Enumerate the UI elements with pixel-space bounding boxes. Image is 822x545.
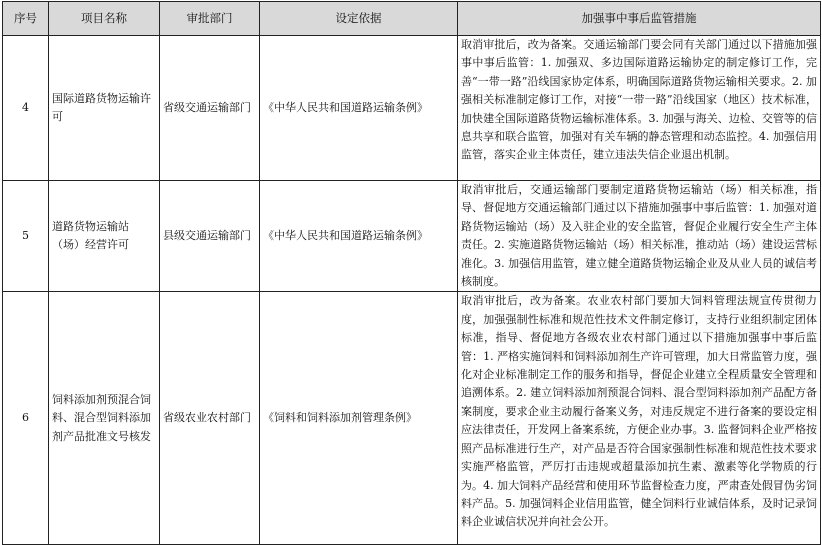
row-approval-dept: 省级农业农村部门 xyxy=(160,292,260,545)
row-num: 5 xyxy=(3,181,49,292)
table-row xyxy=(3,181,821,292)
table-row xyxy=(3,36,821,181)
header-dept: 审批部门 xyxy=(160,2,260,36)
table-body xyxy=(3,36,821,545)
row-approval-dept: 省级交通运输部门 xyxy=(160,36,260,181)
header-name: 项目名称 xyxy=(49,2,160,36)
row-num: 4 xyxy=(3,36,49,181)
row-num: 6 xyxy=(3,292,49,545)
row-legal-basis: 《中华人民共和国道路运输条例》 xyxy=(260,181,458,292)
header-row xyxy=(3,2,821,36)
header-measures: 加强事中事后监管措施 xyxy=(458,2,821,36)
approval-items-table xyxy=(2,1,821,545)
row-item-name: 饲料添加剂预混合饲料、混合型饲料添加剂产品批准文号核发 xyxy=(49,292,160,545)
table-row xyxy=(3,292,821,545)
header-basis: 设定依据 xyxy=(260,2,458,36)
row-item-name: 道路货物运输站（场）经营许可 xyxy=(49,181,160,292)
table-header xyxy=(3,2,821,36)
row-measures: 取消审批后，交通运输部门要制定道路货物运输站（场）相关标准，指导、督促地方交通运输部门通过以下措施加强事中事后监管：1. 加强对道路货物运输站（场）及入驻企业的安全监管，督促企业履行安全生产主体责任。2. 实施道路货物运输站（场）相关标准，推动站（场）建设运营标准化。3. 加强信用监管，建立健全道路货物运输企业及从业人员的诚信考核制度。 xyxy=(458,181,821,292)
row-measures: 取消审批后，改为备案。交通运输部门要会同有关部门通过以下措施加强事中事后监管：1. 加强双、多边国际道路运输协定的制定修订工作，完善“一带一路”沿线国家协定体系，明确国际道路货物运输相关要求。2. 加强相关标准制定修订工作，对接“一带一路”沿线国家（地区）技术标准，加快建全国际道路货物运输标准体系。3. 加强与海关、边检、交管等的信息共享和联合监管，加强对有关车辆的静态管理和动态监控。4. 加强信用监管，落实企业主体责任，建立违法失信企业退出机制。 xyxy=(458,36,821,181)
row-approval-dept: 县级交通运输部门 xyxy=(160,181,260,292)
row-measures: 取消审批后，改为备案。农业农村部门要加大饲料管理法规宣传贯彻力度，加强强制性标准和规范性技术文件制定修订，支持行业组织制定团体标准，指导、督促地方各级农业农村部门通过以下措施加强事中事后监管：1. 严格实施饲料和饲料添加剂生产许可管理，加大日常监管力度，强化对企业标准制定工作的服务和指导，督促企业建立全程质量安全管理和追溯体系。2. 建立饲料添加剂预混合饲料、混合型饲料添加剂产品配方备案制度，要求企业主动履行备案义务，对违反规定不进行备案的要设定相应法律责任，开发网上备案系统，方便企业办事。3. 监督饲料企业严格按照产品标准进行生产，对产品是否符合国家强制性标准和规范性技术要求实施严格监管，严厉打击违规或超量添加抗生素、激素等化学物质的行为。4. 加大饲料产品经营和使用环节监督检查力度，严肃查处假冒伪劣饲料产品。5. 加强饲料企业信用监管，健全饲料行业诚信体系，及时记录饲料企业诚信状况并向社会公开。 xyxy=(458,292,821,545)
row-item-name: 国际道路货物运输许可 xyxy=(49,36,160,181)
header-num: 序号 xyxy=(3,2,49,36)
row-legal-basis: 《饲料和饲料添加剂管理条例》 xyxy=(260,292,458,545)
row-legal-basis: 《中华人民共和国道路运输条例》 xyxy=(260,36,458,181)
